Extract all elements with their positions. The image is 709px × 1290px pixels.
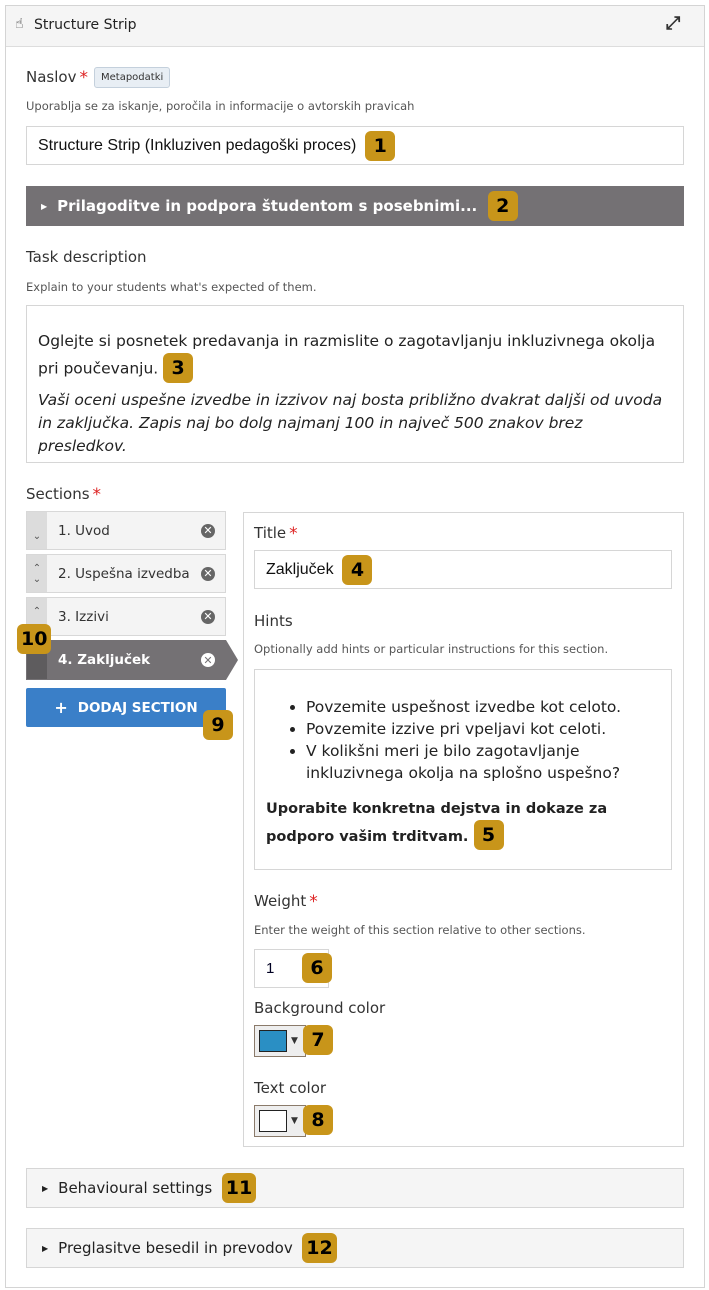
badge-12: 12 — [302, 1233, 336, 1263]
badge-7: 7 — [303, 1025, 333, 1055]
badge-6: 6 — [302, 953, 332, 983]
move-down-icon[interactable]: ⌄ — [27, 512, 47, 549]
remove-icon[interactable]: ✕ — [201, 653, 215, 667]
badge-11: 11 — [222, 1173, 256, 1203]
behavioural-settings-toggle[interactable]: ▶ Behavioural settings 11 — [26, 1168, 684, 1208]
weight-label: Weight * — [254, 892, 318, 912]
remove-icon[interactable]: ✕ — [201, 524, 215, 538]
badge-3: 3 — [163, 353, 193, 383]
add-section-button[interactable]: + DODAJ SECTION — [26, 688, 226, 727]
title-description: Uporablja se za iskanje, poročila in informacije o avtorskih pravicah — [26, 99, 415, 113]
caret-right-icon: ▶ — [42, 1183, 49, 1193]
section-item-2[interactable]: ⌃ ⌄ 2. Uspešna izvedba ✕ — [26, 554, 226, 593]
section-item-3[interactable]: ⌃ 3. Izzivi ✕ — [26, 597, 226, 636]
weight-description: Enter the weight of this section relative to other sections. — [254, 923, 586, 937]
section-item-1[interactable]: ⌄ 1. Uvod ✕ — [26, 511, 226, 550]
text-color-picker[interactable] — [254, 1105, 306, 1137]
badge-2: 2 — [488, 191, 518, 221]
dropdown-arrow-icon: ▼ — [291, 1116, 298, 1126]
accessibility-toggle[interactable]: ▶ Prilagoditve in podpora študentom s posebnimi... 2 — [26, 186, 684, 226]
badge-1: 1 — [365, 131, 395, 161]
badge-9: 9 — [203, 710, 233, 740]
badge-10: 10 — [17, 624, 51, 654]
bg-color-picker[interactable] — [254, 1025, 306, 1057]
hints-label: Hints — [254, 612, 293, 630]
text-color-label: Text color — [254, 1079, 327, 1097]
sections-label: Sections * — [26, 485, 102, 505]
hints-editor[interactable]: • Povzemite uspešnost izvedbe kot celoto. • Povzemite izzive pri vpeljavi kot celoti. • V kolikšni meri je bilo zagotavljanje inkluzivnega okolja na splošno uspešno? Uporabite konkretna dejstva in dokaze za podporo vašim trditvam. 5 — [254, 669, 672, 870]
plus-icon: + — [54, 698, 68, 717]
hints-description: Optionally add hints or particular instructions for this section. — [254, 642, 609, 656]
translations-toggle[interactable]: ▶ Preglasitve besedil in prevodov 12 — [26, 1228, 684, 1268]
section-title-label: Title * — [254, 524, 298, 544]
active-arrow — [226, 640, 238, 680]
task-label: Task description — [26, 248, 147, 266]
task-editor[interactable]: Oglejte si posnetek predavanja in razmislite o zagotavljanju inkluzivnega okolja pri poučevanju. 3 Vaši oceni uspešne izvedbe in izzivov naj bosta približno dvakrat daljši od uvoda in zaključka. Zapis naj bo dolg najmanj 100 in največ 500 znakov brez presledkov. — [26, 305, 684, 463]
remove-icon[interactable]: ✕ — [201, 567, 215, 581]
title-label: Naslov * — [26, 68, 88, 88]
metadata-button[interactable]: Metapodatki — [94, 67, 170, 88]
move-up-icon[interactable]: ⌃ — [27, 598, 47, 635]
caret-right-icon: ▶ — [42, 1243, 49, 1253]
bg-color-label: Background color — [254, 999, 386, 1017]
pointer-icon: ☝ — [15, 16, 24, 32]
task-description: Explain to your students what's expected of them. — [26, 280, 317, 294]
caret-right-icon: ▶ — [41, 201, 48, 211]
title-input[interactable]: Structure Strip (Inkluziven pedagoški proces) 1 — [26, 126, 684, 165]
dropdown-arrow-icon: ▼ — [291, 1036, 298, 1046]
badge-8: 8 — [303, 1105, 333, 1135]
section-item-4-active[interactable]: 4. Zaključek ✕ — [26, 640, 226, 680]
header-title: Structure Strip — [34, 17, 137, 33]
remove-icon[interactable]: ✕ — [201, 610, 215, 624]
badge-5: 5 — [474, 820, 504, 850]
weight-input[interactable]: 1 — [254, 949, 329, 988]
move-up-down-icon[interactable]: ⌃ ⌄ — [27, 555, 47, 592]
badge-4: 4 — [342, 555, 372, 585]
expand-icon[interactable]: ⤢ — [666, 13, 681, 34]
section-title-input[interactable]: Zaključek 4 — [254, 550, 672, 589]
